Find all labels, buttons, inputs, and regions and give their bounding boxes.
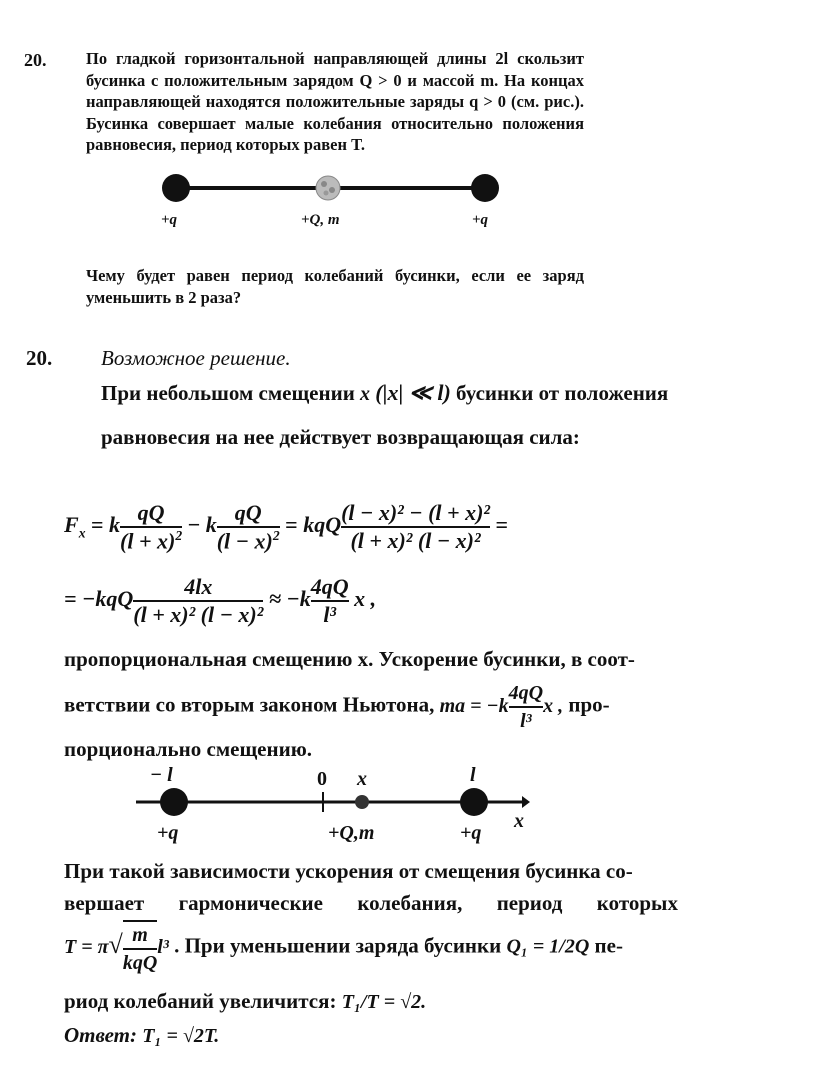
solution-intro-line2: равновесия на нее действует возвращающая сила: bbox=[101, 425, 580, 449]
fraction-6: $\frac{4qQ}{\text{l³}}$ bbox=[508, 682, 544, 732]
eq-lhs: F bbox=[64, 512, 79, 538]
solution-heading: Возможное решение. bbox=[101, 346, 291, 370]
fraction-period: $\frac{m}{\text{kqQ}}$ bbox=[123, 920, 157, 976]
problem-label-left: +q bbox=[161, 212, 178, 228]
solution-intro-line1 bbox=[101, 380, 721, 407]
bead bbox=[355, 795, 369, 809]
fig-label-zero: 0 bbox=[317, 768, 327, 790]
fig-label-left-charge: +q bbox=[157, 822, 179, 844]
left-charge bbox=[160, 788, 188, 816]
intro-text-2: бусинки от положения bbox=[456, 381, 669, 405]
para1-line2: ветствии со вторым законом Ньютона, ma = −k $\frac{4qQ}{\text{l³}}$ x , про- bbox=[64, 682, 610, 732]
right-charge bbox=[471, 174, 499, 202]
fig-label-bead: +Q,m bbox=[328, 822, 375, 844]
fraction-1: $\frac{qQ}{(l + x)^2}$ bbox=[120, 500, 183, 554]
para1-line3: порционально смещению. bbox=[64, 737, 312, 761]
fig-axis-label: x bbox=[514, 810, 524, 832]
problem-text: По гладкой горизонтальной направляющей длины 2l скользит бусинка с положительным зарядом Q > 0 и массой m. На концах направляющей находятся положительные заряды q > 0 (см. рис.). Бусинка совершает малые колебания относительно положения равновесия, период которых равен T. bbox=[86, 49, 584, 154]
para2-line4: риод колебаний увеличится: T₁/T = √2. bbox=[64, 989, 427, 1013]
fraction-3: $\frac{\text{(l − x)² − (l + x)²}}{\text{(l + x)² (l − x)²}}$ bbox=[341, 500, 490, 554]
left-charge bbox=[162, 174, 190, 202]
problem-label-center: +Q, m bbox=[301, 212, 340, 228]
intro-condition: (|x| ≪ l) bbox=[375, 380, 451, 405]
eq-lhs-sub: x bbox=[78, 525, 86, 541]
intro-x: x bbox=[360, 383, 371, 405]
equation-force: $F_x = k$ $\frac{qQ}{(l + x)^2}$ − k $\frac{qQ}{(l - x)^2}$ = kqQ $\frac{\text{(l − x)² − (l + x)²}}{\text{(l + x)² (l − x)²}}$ = bbox=[64, 500, 509, 554]
para2-line2: вершает гармонические колебания, период которых bbox=[64, 891, 678, 915]
fraction-2: $\frac{qQ}{(l - x)^2}$ bbox=[216, 500, 280, 554]
bead bbox=[316, 176, 340, 200]
fig-label-l: l bbox=[470, 764, 476, 786]
fraction-5: $\frac{4qQ}{\text{l³}}$ bbox=[310, 574, 349, 627]
fig-label-right-charge: +q bbox=[460, 822, 482, 844]
para2-line1: При такой зависимости ускорения от смещения бусинка со- bbox=[64, 859, 633, 883]
fig-label-x: x bbox=[357, 768, 367, 790]
problem-question: Чему будет равен период колебаний бусинки, если ее заряд уменьшить в 2 раза? bbox=[86, 266, 584, 307]
fig-label-minus-l: − l bbox=[150, 764, 173, 786]
para2-line3: T = π√ $\frac{m}{\text{kqQ}}$ l³ . При уменьшении заряда бусинки Q₁ = 1/2Q пе- bbox=[64, 920, 724, 976]
fraction-4: $\frac{4lx}{\text{(l + x)² (l − x)²}}$ bbox=[133, 574, 264, 627]
problem-number: 20. bbox=[24, 50, 47, 70]
para1-line1: пропорциональная смещению x. Ускорение бусинки, в соот- bbox=[64, 647, 635, 671]
solution-number: 20. bbox=[26, 346, 53, 370]
right-charge bbox=[460, 788, 488, 816]
intro-text: При небольшом смещении bbox=[101, 381, 355, 405]
equation-force-approx: = −kqQ $\frac{4lx}{\text{(l + x)² (l − x)²}}$ ≈ −k $\frac{4qQ}{\text{l³}}$ x , bbox=[64, 574, 377, 627]
problem-label-right: +q bbox=[472, 212, 489, 228]
answer: Ответ: T₁ = √2T. bbox=[64, 1023, 220, 1047]
axis-arrow bbox=[522, 796, 530, 808]
